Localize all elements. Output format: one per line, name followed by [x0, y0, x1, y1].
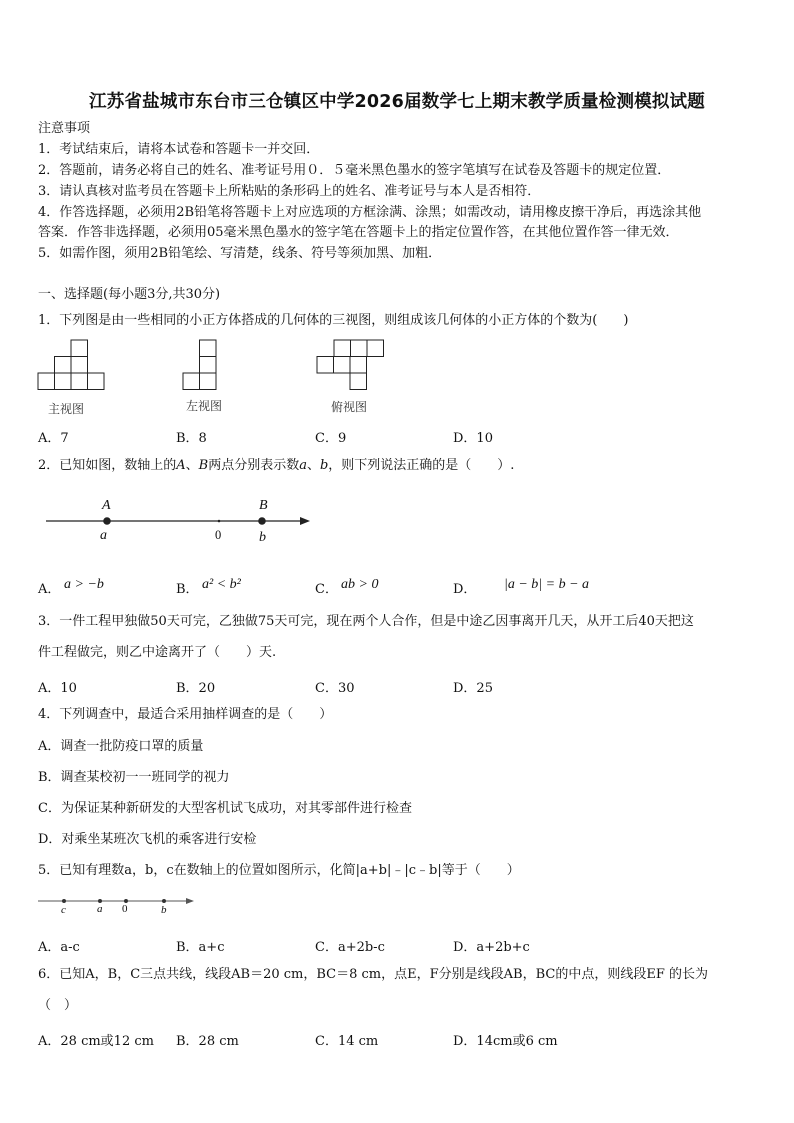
- point-a-label: A: [102, 498, 111, 513]
- q6-option-b[interactable]: B．28 cm: [176, 1034, 239, 1049]
- q3-option-a[interactable]: A．10: [38, 681, 77, 696]
- point-b-label: B: [259, 498, 268, 513]
- q1-option-b[interactable]: B．8: [176, 431, 207, 446]
- question-6-stem-line2: （ ）: [38, 998, 78, 1013]
- q1-option-c[interactable]: C．9: [315, 431, 347, 446]
- question-3-stem-line2: 件工程做完，则乙中途离开了（ ）天.: [38, 645, 277, 660]
- notes-heading: 注意事项: [38, 121, 91, 136]
- value-a-label: a: [100, 528, 107, 543]
- q5-option-b[interactable]: B．a+c: [176, 940, 225, 955]
- q3-option-b[interactable]: B．20: [176, 681, 216, 696]
- zero-label: 0: [215, 528, 222, 542]
- number-line-q2: [46, 498, 316, 548]
- notes-item: 2．答题前，请务必将自己的姓名、准考证号用０．５毫米黑色墨水的签字笔填写在试卷及答题卡的规定位置．: [38, 163, 671, 178]
- q2-option-c-letter[interactable]: C．: [315, 582, 338, 597]
- notes-item: 1．考试结束后，请将本试卷和答题卡一并交回．: [38, 142, 320, 157]
- question-5-stem: 5．已知有理数a，b，c在数轴上的位置如图所示，化简|a+b|﹣|c﹣b|等于（ ）: [38, 863, 520, 878]
- question-6-stem-line1: 6．已知A，B，C三点共线，线段AB＝20 cm，BC＝8 cm，点E，F分别是线段AB，BC的中点，则线段EF 的长为: [38, 967, 708, 982]
- q3-option-c[interactable]: C．30: [315, 681, 355, 696]
- q5-label-a: a: [97, 903, 103, 915]
- notes-item: 5．如需作图，须用2B铅笔绘、写清楚，线条、符号等须加黑、加粗．: [38, 246, 442, 261]
- top-view-figure: [317, 340, 385, 392]
- front-view-figure: [38, 340, 104, 392]
- question-2-stem: 2．已知如图，数轴上的𝐴、𝐵两点分别表示数𝑎、𝑏，则下列说法正确的是（ ）.: [38, 458, 515, 473]
- q1-option-d[interactable]: D．10: [453, 431, 493, 446]
- q3-option-d[interactable]: D．25: [453, 681, 493, 696]
- q4-option-a[interactable]: A．调查一批防疫口罩的质量: [38, 739, 204, 754]
- q6-option-c[interactable]: C．14 cm: [315, 1034, 379, 1049]
- q2-option-d-expr[interactable]: |a − b| = b − a: [504, 577, 590, 592]
- q5-option-c[interactable]: C．a+2b-c: [315, 940, 385, 955]
- q4-option-c[interactable]: C．为保证某种新研发的大型客机试飞成功，对其零部件进行检查: [38, 801, 412, 816]
- question-3-stem-line1: 3．一件工程甲独做50天可完，乙独做75天可完，现在两个人合作，但是中途乙因事离开几天，从开工后40天把这: [38, 614, 694, 629]
- q5-option-d[interactable]: D．a+2b+c: [453, 940, 530, 955]
- notes-item: 4．作答选择题，必须用2B铅笔将答题卡上对应选项的方框涂满、涂黑；如需改动，请用橡皮擦干净后，再选涂其他: [38, 205, 702, 220]
- q5-label-b: b: [161, 904, 167, 916]
- q2-option-a-expr[interactable]: a > −b: [64, 577, 104, 592]
- q4-option-d[interactable]: D．对乘坐某班次飞机的乘客进行安检: [38, 832, 257, 847]
- question-4-stem: 4．下列调查中，最适合采用抽样调查的是（ ）: [38, 707, 333, 722]
- question-1-stem: 1．下列图是由一些相同的小正方体搭成的几何体的三视图，则组成该几何体的小正方体的个数为( ): [38, 313, 629, 328]
- notes-item: 3．请认真核对监考员在答题卡上所粘贴的条形码上的姓名、准考证号与本人是否相符．: [38, 184, 541, 199]
- left-view-caption: 左视图: [186, 399, 223, 413]
- q6-option-a[interactable]: A．28 cm或12 cm: [38, 1034, 154, 1049]
- value-b-label: b: [259, 530, 266, 545]
- section-heading: 一、选择题(每小题3分,共30分): [38, 287, 221, 302]
- q4-option-b[interactable]: B．调查某校初一一班同学的视力: [38, 770, 230, 785]
- left-view-figure: [183, 340, 233, 392]
- q5-label-c: c: [61, 904, 66, 916]
- q2-option-d-letter[interactable]: D．: [453, 582, 477, 597]
- q2-option-b-expr[interactable]: a² < b²: [202, 577, 241, 592]
- q5-option-a[interactable]: A．a-c: [38, 940, 80, 955]
- q5-label-zero: 0: [122, 903, 128, 915]
- front-view-caption: 主视图: [48, 402, 85, 416]
- q2-option-a-letter[interactable]: A．: [38, 582, 61, 597]
- top-view-caption: 俯视图: [331, 400, 368, 414]
- page-title: 江苏省盐城市东台市三仓镇区中学2026届数学七上期末教学质量检测模拟试题: [89, 92, 705, 112]
- notes-item: 答案．作答非选择题，必须用05毫米黑色墨水的签字笔在答题卡上的指定位置作答，在其他位置作答一律无效．: [38, 225, 679, 240]
- q2-option-b-letter[interactable]: B．: [176, 582, 199, 597]
- q1-option-a[interactable]: A．7: [38, 431, 69, 446]
- q6-option-d[interactable]: D．14cm或6 cm: [453, 1034, 558, 1049]
- q2-option-c-expr[interactable]: ab > 0: [341, 577, 379, 592]
